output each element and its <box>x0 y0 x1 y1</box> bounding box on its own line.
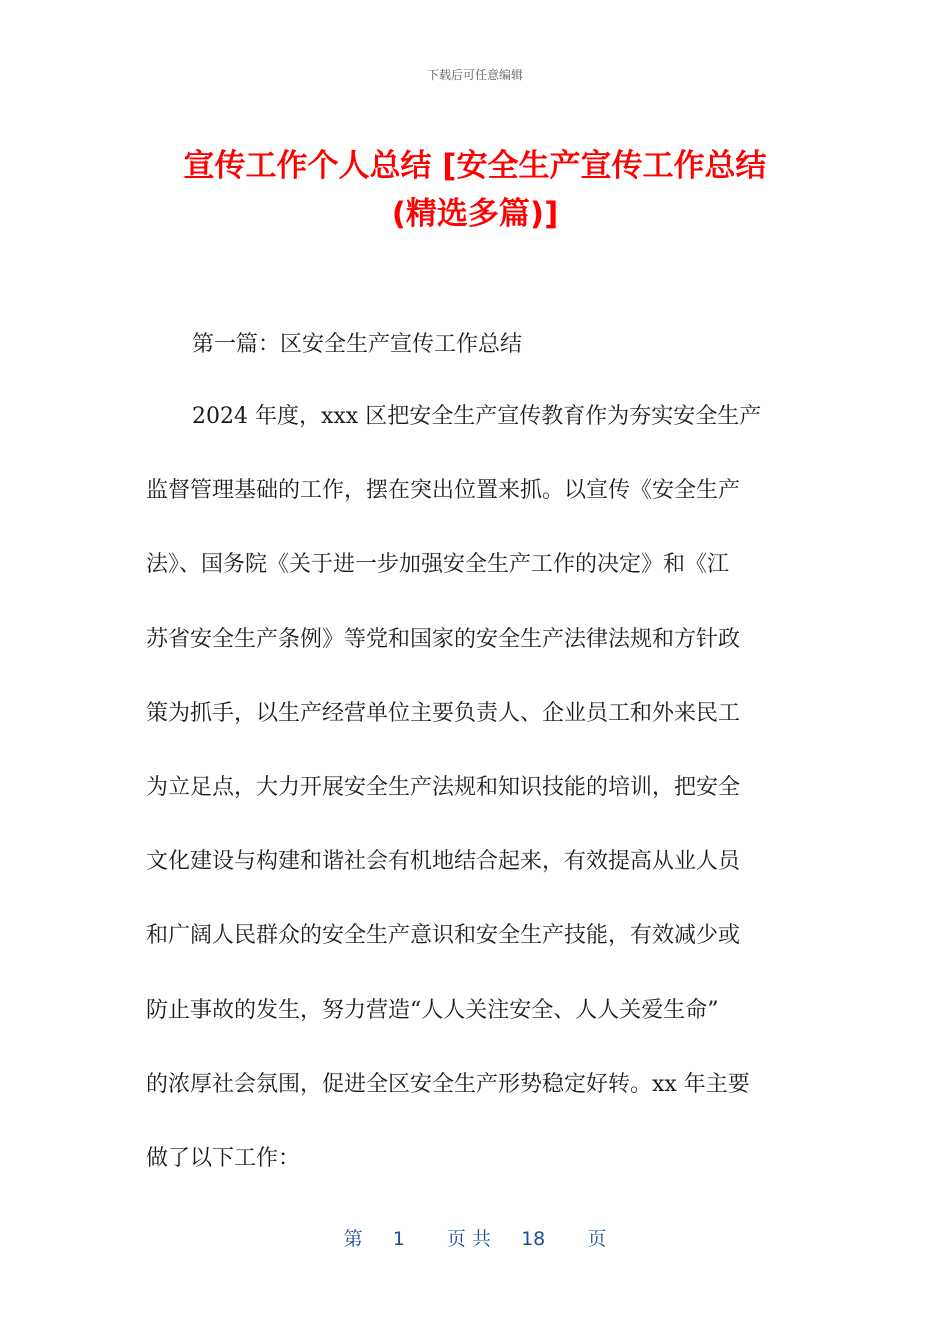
page-footer <box>0 1226 950 1252</box>
footer-prefix: 第 <box>343 1228 363 1250</box>
body-line: 和广阔人民群众的安全生产意识和安全生产技能，有效减少或 <box>146 923 741 949</box>
body-line: 防止事故的发生，努力营造“人人关注安全、人人关爱生命” <box>146 997 719 1023</box>
body-paragraph <box>146 400 806 1216</box>
footer-total-pages: 18 <box>521 1228 546 1250</box>
header-note: 下载后可任意编辑 <box>426 68 523 82</box>
body-line: 做了以下工作： <box>146 1145 301 1171</box>
document-title <box>148 142 802 238</box>
body-line: 法》、国务院《关于进一步加强安全生产工作的决定》和《江 <box>146 552 730 578</box>
body-line: 为立足点，大力开展安全生产法规和知识技能的培训，把安全 <box>146 774 741 800</box>
body-line: 文化建设与构建和谐社会有机地结合起来，有效提高从业人员 <box>146 849 741 875</box>
body-line: 苏省安全生产条例》等党和国家的安全生产法律法规和方针政 <box>146 626 741 652</box>
body-line: 监督管理基础的工作，摆在突出位置来抓。以宣传《安全生产 <box>146 478 741 504</box>
section-heading: 第一篇：区安全生产宣传工作总结 <box>192 332 523 357</box>
footer-current-page: 1 <box>392 1228 405 1250</box>
body-line: 2024 年度，xxx 区把安全生产宣传教育作为夯实安全生产 <box>192 404 762 429</box>
document-title-line-1: 宣传工作个人总结 [安全生产宣传工作总结 <box>183 148 767 184</box>
body-line: 策为抓手，以生产经营单位主要负责人、企业员工和外来民工 <box>146 700 741 726</box>
document-title-line-2: (精选多篇)] <box>391 196 559 232</box>
body-line: 的浓厚社会氛围，促进全区安全生产形势稳定好转。xx 年主要 <box>146 1071 750 1097</box>
footer-middle: 页 共 <box>446 1228 491 1250</box>
footer-suffix: 页 <box>587 1228 607 1250</box>
